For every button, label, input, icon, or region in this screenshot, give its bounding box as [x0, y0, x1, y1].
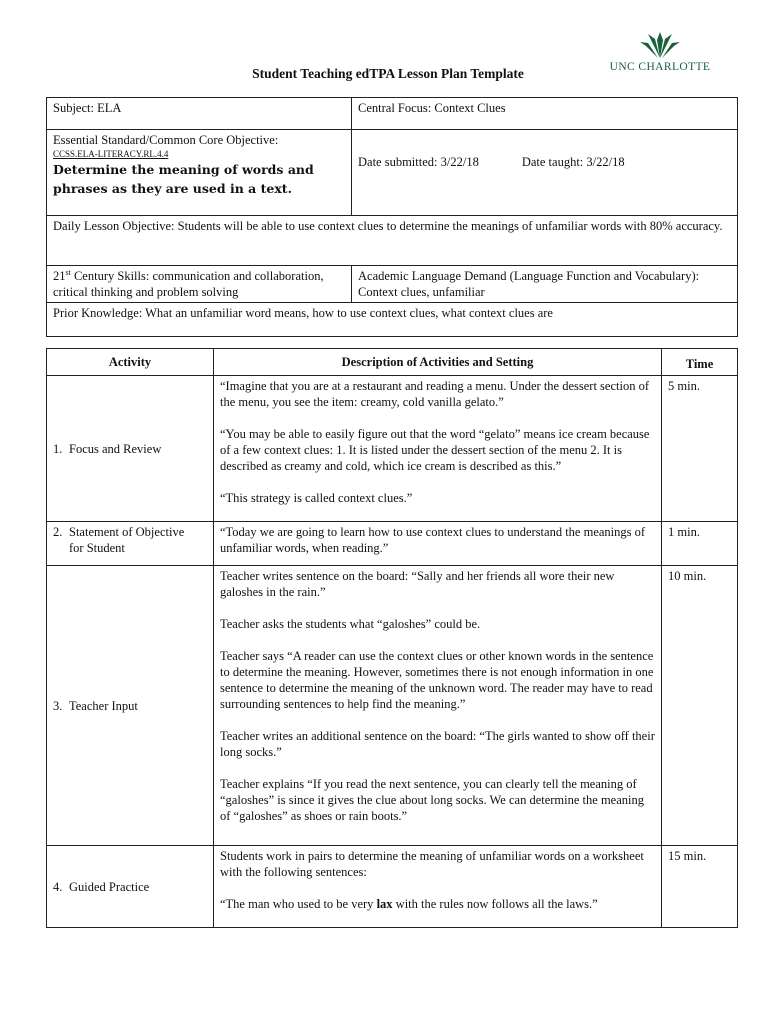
- table-row: [47, 566, 738, 846]
- table-row: [47, 846, 738, 928]
- table-row: [47, 522, 738, 566]
- description-cell: “Today we are going to learn how to use context clues to understand the meanings of unfamiliar words, when reading.”: [214, 522, 662, 566]
- page-title: Student Teaching edTPA Lesson Plan Template: [252, 66, 524, 81]
- activity-cell: 4. Guided Practice: [47, 846, 214, 928]
- description-cell: Students work in pairs to determine the meaning of unfamiliar words on a worksheet with the following sentences: “The man who used to be very lax with the rules now follows all the laws.”: [214, 846, 662, 928]
- guided-practice-quote: “The man who used to be very lax with the rules now follows all the laws.”: [220, 897, 598, 911]
- header-activity: Activity: [47, 349, 214, 376]
- standard-text: Determine the meaning of words and phrases as they are used in a text.: [53, 162, 314, 196]
- subject-cell: Subject: ELA: [47, 98, 352, 130]
- activity-cell: 2. Statement of Objective for Student: [47, 522, 214, 566]
- date-taught: Date taught: 3/22/18: [521, 155, 625, 169]
- time-cell: 10 min.: [662, 566, 738, 846]
- overview-table: [46, 97, 738, 337]
- activity-cell: 3. Teacher Input: [47, 566, 214, 846]
- activities-table: [46, 348, 738, 928]
- dates-cell: [352, 130, 738, 216]
- description-cell: Teacher writes sentence on the board: “Sally and her friends all wore their new galoshes in the rain.” Teacher asks the students what “galoshes” could be. Teacher says “A reader can use the context clues or other known words in the sentence to determine the meaning. However, sometimes there is not enough information in one sentence to determine the meaning of the unknown word. The reader may have to read surrounding sentences to help find the meaning.” Teacher writes an additional sentence on the board: “The girls wanted to show off their long socks.” Teacher explains “If you read the next sentence, you can clearly tell the meaning of “galoshes” is since it gives the clue about long socks. We can determine the meaning of “galoshes” as shoes or rain boots.”: [214, 566, 662, 846]
- century-skills-cell: 21st Century Skills: communication and collaboration, critical thinking and problem solving: [47, 266, 352, 303]
- time-cell: 1 min.: [662, 522, 738, 566]
- prior-knowledge-cell: Prior Knowledge: What an unfamiliar word means, how to use context clues, what context clues are: [47, 303, 738, 337]
- academic-language-cell: Academic Language Demand (Language Function and Vocabulary): Context clues, unfamiliar: [352, 266, 738, 303]
- header-description: Description of Activities and Setting: [214, 349, 662, 376]
- daily-objective-cell: Daily Lesson Objective: Students will be able to use context clues to determine the meanings of unfamiliar words with 80% accuracy.: [47, 216, 738, 266]
- description-cell: “Imagine that you are at a restaurant and reading a menu. Under the dessert section of the menu, you see the item: creamy, cold vanilla gelato.” “You may be able to easily figure out that the word “gelato” means ice cream because of a few context clues: 1. It is listed under the dessert section of the menu 2. It is described as creamy and cold, which ice cream is described as this.” “This strategy is called context clues.”: [214, 376, 662, 522]
- table-row: [47, 376, 738, 522]
- time-cell: 15 min.: [662, 846, 738, 928]
- standard-code: CCSS.ELA-LITERACY.RL.4.4: [53, 149, 169, 159]
- activity-cell: 1. Focus and Review: [47, 376, 214, 522]
- central-focus-cell: Central Focus: Context Clues: [352, 98, 738, 130]
- time-cell: 5 min.: [662, 376, 738, 522]
- standard-cell: [47, 130, 352, 216]
- header-time: Time: [662, 349, 738, 376]
- standard-label: Essential Standard/Common Core Objective:: [53, 133, 279, 147]
- logo-wordmark: UNC CHARLOTTE: [609, 61, 711, 73]
- date-submitted: Date submitted: 3/22/18: [358, 155, 479, 169]
- crown-leaf-icon: [638, 30, 682, 60]
